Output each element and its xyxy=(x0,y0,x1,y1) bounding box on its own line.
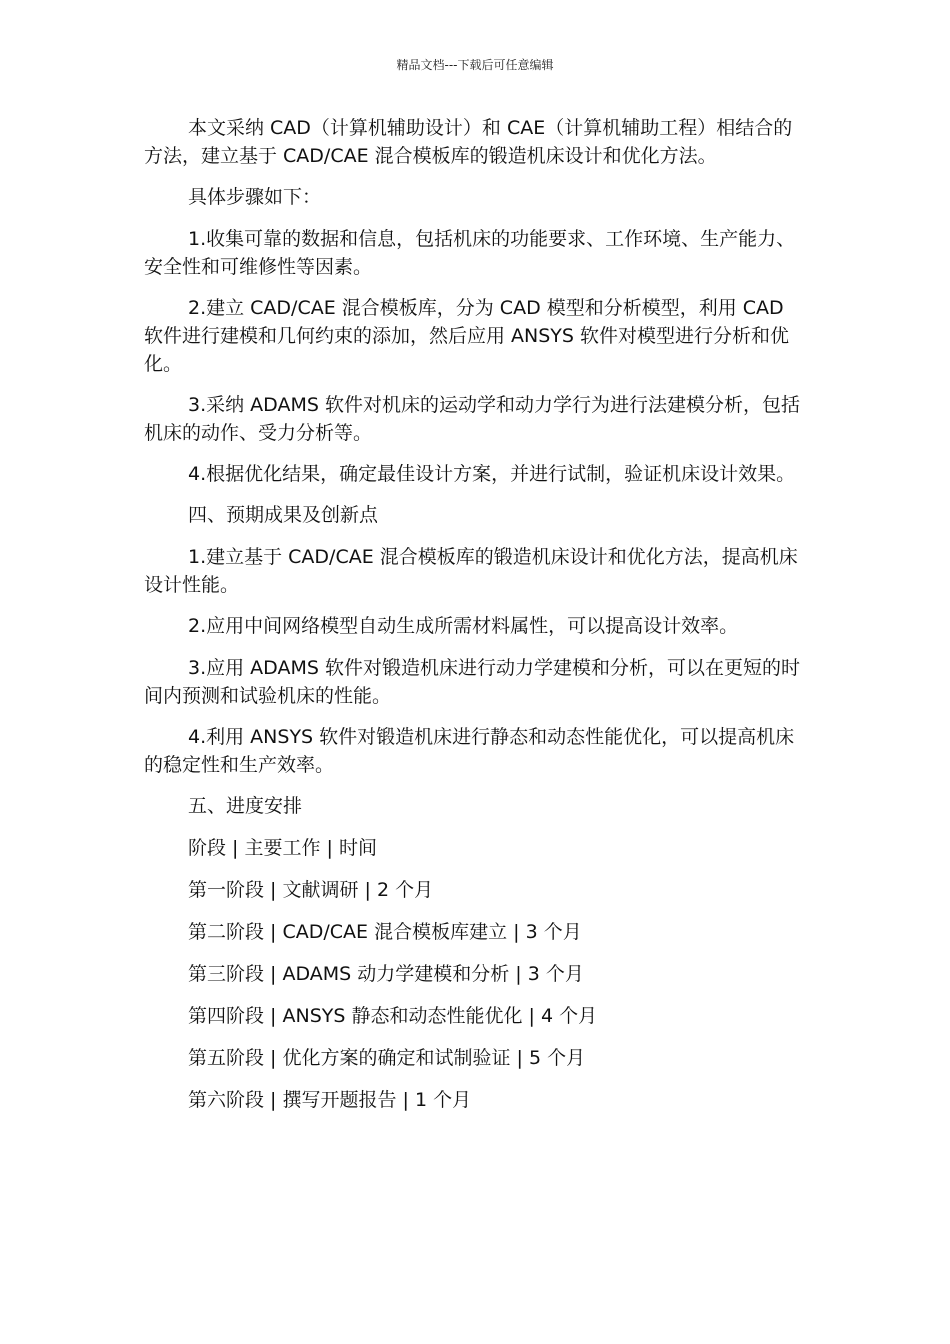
outcome-4-paragraph: 4.利用 ANSYS 软件对锻造机床进行静态和动态性能优化，可以提高机床的稳定性和生产效率。 xyxy=(144,726,795,776)
document-body xyxy=(144,114,808,1128)
outcome-3-paragraph: 3.应用 ADAMS 软件对锻造机床进行动力学建模和分析，可以在更短的时间内预测和试验机床的性能。 xyxy=(144,657,800,707)
section-5-heading: 五、进度安排 xyxy=(188,795,303,817)
schedule-row: 第三阶段 | ADAMS 动力学建模和分析 | 3 个月 xyxy=(188,963,584,985)
steps-heading: 具体步骤如下： xyxy=(188,186,322,208)
intro-paragraph: 本文采纳 CAD（计算机辅助设计）和 CAE（计算机辅助工程）相结合的方法，建立基于 CAD/CAE 混合模板库的锻造机床设计和优化方法。 xyxy=(144,117,793,167)
schedule-header-row: 阶段 | 主要工作 | 时间 xyxy=(188,837,377,859)
outcome-2-paragraph: 2.应用中间网络模型自动生成所需材料属性，可以提高设计效率。 xyxy=(188,615,739,637)
schedule-row: 第一阶段 | 文献调研 | 2 个月 xyxy=(188,879,434,901)
step-3-paragraph: 3.采纳 ADAMS 软件对机床的运动学和动力学行为进行法建模分析，包括机床的动作、受力分析等。 xyxy=(144,394,800,444)
schedule-row: 第五阶段 | 优化方案的确定和试制验证 | 5 个月 xyxy=(188,1047,586,1069)
page-header: 精品文档---下载后可任意编辑 xyxy=(396,58,554,72)
schedule-row: 第六阶段 | 撰写开题报告 | 1 个月 xyxy=(188,1089,472,1111)
outcome-1-paragraph: 1.建立基于 CAD/CAE 混合模板库的锻造机床设计和优化方法，提高机床设计性能。 xyxy=(144,546,798,596)
schedule-row: 第二阶段 | CAD/CAE 混合模板库建立 | 3 个月 xyxy=(188,921,582,943)
step-4-paragraph: 4.根据优化结果，确定最佳设计方案，并进行试制，验证机床设计效果。 xyxy=(188,463,796,485)
section-4-heading: 四、预期成果及创新点 xyxy=(188,504,379,526)
step-2-paragraph: 2.建立 CAD/CAE 混合模板库，分为 CAD 模型和分析模型，利用 CAD 软件进行建模和几何约束的添加，然后应用 ANSYS 软件对模型进行分析和优化。 xyxy=(144,297,790,375)
step-1-paragraph: 1.收集可靠的数据和信息，包括机床的功能要求、工作环境、生产能力、安全性和可维修性等因素。 xyxy=(144,228,796,278)
schedule-row: 第四阶段 | ANSYS 静态和动态性能优化 | 4 个月 xyxy=(188,1005,598,1027)
